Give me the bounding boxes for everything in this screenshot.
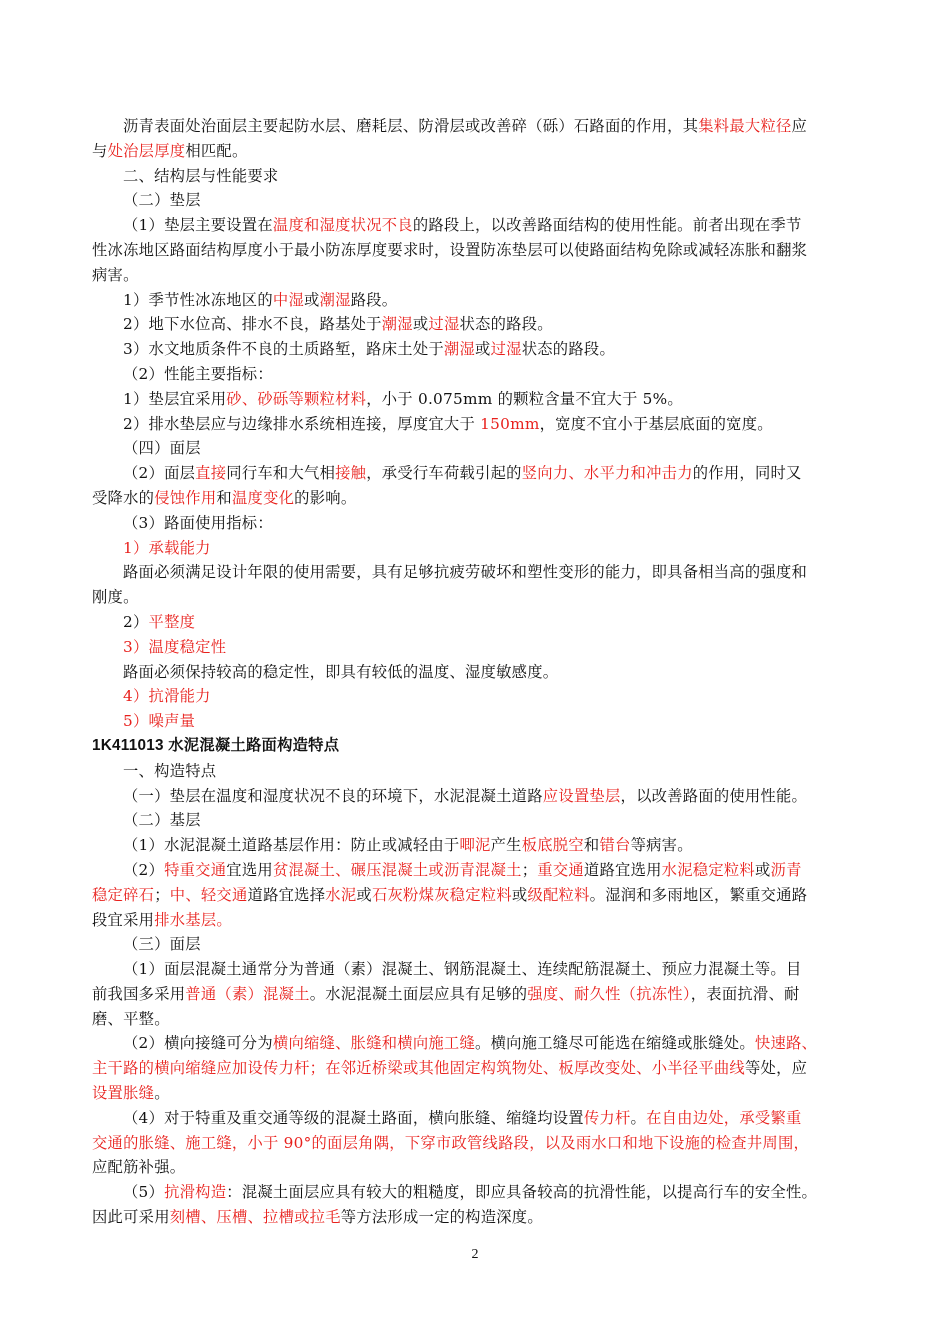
highlight-text: 4）抗滑能力 <box>123 687 211 706</box>
body-text: 或 <box>475 340 491 359</box>
body-text: 等病害。 <box>630 836 693 855</box>
body-text: 1）垫层宜采用 <box>123 389 227 408</box>
body-text: ； <box>154 885 170 904</box>
body-text: 二、结构层与性能要求 <box>123 166 279 185</box>
paragraph-line <box>92 238 862 263</box>
paragraph-line <box>92 784 862 809</box>
body-text: 的影响。 <box>294 488 357 507</box>
highlight-text: 1）承载能力 <box>123 538 211 557</box>
highlight-text: 应设置垫层 <box>542 786 621 805</box>
body-text: 道路宜选用 <box>583 860 662 879</box>
highlight-text: 稳定碎石 <box>92 885 155 904</box>
body-text: 2） <box>123 612 149 631</box>
body-text: 一、构造特点 <box>123 761 217 780</box>
body-text: （1）垫层主要设置在 <box>123 216 273 235</box>
subsection-heading <box>92 362 862 387</box>
body-text: （2）性能主要指标： <box>123 364 273 383</box>
highlight-text: 处治层厚度 <box>107 141 186 160</box>
body-text: 。 <box>154 1084 170 1103</box>
body-text: 2）地下水位高、排水不良，路基处于 <box>123 315 382 334</box>
body-text: ，宽度不宜小于基层底面的宽度。 <box>539 414 773 433</box>
body-text: 或 <box>304 290 320 309</box>
body-text: 性冰冻地区路面结构厚度小于最小防冻厚度要求时，设置防冻垫层可以使路面结构免除或减轻冻胀和翻浆 <box>92 240 808 259</box>
body-text: 路面必须保持较高的稳定性，即具有较低的温度、湿度敏感度。 <box>123 662 559 681</box>
body-text: 状态的路段。 <box>459 315 553 334</box>
body-text: 刚度。 <box>92 588 139 607</box>
subsection-heading <box>92 808 862 833</box>
highlight-text: 强度、耐久性（抗冻性） <box>527 984 691 1003</box>
highlight-text: 特重交通 <box>164 860 227 879</box>
paragraph-line <box>92 1155 862 1180</box>
highlight-text: 温度变化 <box>231 488 295 507</box>
highlight-text: 抗滑构造 <box>164 1183 227 1202</box>
body-text: 应 <box>791 117 808 135</box>
highlight-text: 平整度 <box>148 612 196 631</box>
body-text: 应配筋补强。 <box>92 1158 186 1177</box>
body-text: 状态的路段。 <box>521 340 615 359</box>
paragraph-line <box>92 660 862 685</box>
body-text: 或 <box>356 885 372 904</box>
body-text: （1）面层混凝土通常分为普通（素）混凝土、钢筋混凝土、连续配筋混凝土、预应力混凝土等。目 <box>123 960 802 979</box>
highlight-text: 水泥稳定粒料 <box>661 860 755 879</box>
paragraph-line <box>92 263 862 288</box>
body-text: 因此可采用 <box>92 1208 170 1227</box>
highlight-text: 刻槽、压槽、拉槽或拉毛 <box>169 1208 341 1227</box>
body-text: 路段。 <box>350 290 398 309</box>
paragraph-line <box>92 114 862 139</box>
body-text: 。水泥混凝土面层应具有足够的 <box>309 984 528 1003</box>
list-item <box>92 709 862 734</box>
chapter-heading <box>92 734 862 759</box>
list-item <box>92 412 862 437</box>
body-text: 等方法形成一定的构造深度。 <box>340 1208 543 1227</box>
paragraph-line <box>92 585 862 610</box>
body-text: ，以改善路面的使用性能。 <box>620 786 808 805</box>
body-text: （2）面层 <box>123 464 196 483</box>
body-text: （2）横向接缝可分为 <box>123 1034 273 1053</box>
highlight-text: 中湿 <box>272 290 305 309</box>
highlight-text: 贫混凝土、碾压混凝土或沥青混凝土 <box>272 860 522 879</box>
body-text: 道路宜选择 <box>247 885 326 904</box>
page-number: 2 <box>471 1247 479 1262</box>
paragraph-line <box>92 139 862 164</box>
highlight-text: 横向缩缝、胀缝和横向施工缝 <box>272 1034 476 1053</box>
body-text: （2） <box>123 860 165 879</box>
highlight-text: 排水基层。 <box>154 910 232 929</box>
subsection-heading <box>92 436 862 461</box>
body-text: （二）基层 <box>123 811 201 830</box>
highlight-text: 5）噪声量 <box>123 712 196 731</box>
body-text: 3）水文地质条件不良的土质路堑，路床土处于 <box>123 340 444 359</box>
body-text: （1）水泥混凝土道路基层作用：防止或减轻由于 <box>123 836 460 855</box>
body-text: 段宜采用 <box>92 910 155 929</box>
highlight-text: 错台 <box>599 836 631 855</box>
highlight-text: 集料最大粒径 <box>698 117 792 135</box>
list-item <box>92 312 862 337</box>
body-text: ，承受行车荷载引起的 <box>366 464 522 483</box>
section-heading <box>92 759 862 784</box>
paragraph-line <box>92 213 862 238</box>
paragraph-line <box>92 1131 862 1156</box>
body-text: 。 <box>630 1108 647 1127</box>
body-text: 沥青表面处治面层主要起防水层、磨耗层、防滑层或改善碎（砾）石路面的作用，其 <box>123 117 699 135</box>
highlight-text: 石灰粉煤灰稳定粒料 <box>371 885 512 904</box>
body-text: （三）面层 <box>123 935 201 954</box>
highlight-text: 竖向力、水平力和冲击力 <box>521 464 693 483</box>
paragraph-line <box>92 1106 862 1131</box>
list-item <box>92 610 862 635</box>
body-text: （5） <box>123 1183 165 1202</box>
body-text: 或 <box>511 885 528 904</box>
body-text: 2）排水垫层应与边缘排水系统相连接，厚度宜大于 <box>123 414 481 433</box>
list-item <box>92 288 862 313</box>
body-text: 和 <box>583 836 600 855</box>
paragraph-line <box>92 833 862 858</box>
highlight-text: 直接 <box>195 464 227 483</box>
body-text: 1K411013 水泥混凝土路面构造特点 <box>92 736 340 754</box>
body-text: ，表面抗滑、耐 <box>690 984 800 1003</box>
highlight-text: 普通（素）混凝土 <box>185 984 310 1003</box>
body-text: 前我国多采用 <box>92 984 186 1003</box>
body-text: 病害。 <box>92 265 139 284</box>
highlight-text: 级配粒料 <box>527 885 590 904</box>
paragraph-line <box>92 883 862 908</box>
body-text: 或 <box>754 860 771 879</box>
document-body <box>92 114 862 1230</box>
highlight-text: 板底脱空 <box>521 836 584 855</box>
body-text: （一）垫层在温度和湿度状况不良的环境下，水泥混凝土道路 <box>123 786 543 805</box>
paragraph-line <box>92 461 862 486</box>
body-text: 受降水的 <box>92 488 155 507</box>
list-item <box>92 536 862 561</box>
paragraph-line <box>92 908 862 933</box>
highlight-text: 侵蚀作用 <box>154 488 217 507</box>
highlight-text: 在自由边处，承受繁重 <box>646 1108 802 1127</box>
highlight-text: 潮湿 <box>443 340 476 359</box>
paragraph-line <box>92 1007 862 1032</box>
body-text: 宜选用 <box>226 860 273 879</box>
section-heading <box>92 164 862 189</box>
highlight-text: 交通的胀缝、施工缝，小于 90°的面层角隅，下穿市政管线路段，以及雨水口和地下设施的检查井周围， <box>92 1133 810 1152</box>
paragraph-line <box>92 1205 862 1230</box>
highlight-text: 沥青 <box>770 860 802 879</box>
body-text: ，小于 0.075mm 的颗粒含量不宜大于 5%。 <box>366 389 683 408</box>
highlight-text: 砂、砂砾等颗粒材料 <box>226 389 367 408</box>
body-text: 。横向施工缝尽可能选在缩缝或胀缝处。 <box>475 1034 755 1053</box>
paragraph-line <box>92 1031 862 1056</box>
highlight-text: 温度和湿度状况不良 <box>272 216 413 235</box>
body-text: 和 <box>216 488 232 507</box>
highlight-text: 潮湿 <box>381 315 413 334</box>
body-text: 相匹配。 <box>185 141 248 160</box>
body-text: 或 <box>412 315 429 334</box>
body-text: （4）对于特重及重交通等级的混凝土路面，横向胀缝、缩缝均设置 <box>123 1108 584 1127</box>
paragraph-line <box>92 957 862 982</box>
body-text: ； <box>521 860 538 879</box>
body-text: 产生 <box>490 836 522 855</box>
highlight-text: 设置胀缝 <box>92 1084 155 1103</box>
paragraph-line <box>92 1081 862 1106</box>
body-text: 磨、平整。 <box>92 1009 170 1028</box>
paragraph-line <box>92 486 862 511</box>
body-text: 。湿润和多雨地区，繁重交通路 <box>589 885 808 904</box>
highlight-text: 150mm <box>480 414 540 433</box>
highlight-text: 水泥 <box>325 885 357 904</box>
body-text: （3）路面使用指标： <box>123 513 273 532</box>
body-text: 1）季节性冰冻地区的 <box>123 290 273 309</box>
highlight-text: 唧泥 <box>459 836 491 855</box>
list-item <box>92 635 862 660</box>
body-text: 的作用，同时又 <box>692 464 802 483</box>
highlight-text: 快速路、 <box>754 1034 818 1053</box>
highlight-text: 重交通 <box>537 860 584 879</box>
highlight-text: 接触 <box>335 464 367 483</box>
body-text: 与 <box>92 141 108 160</box>
paragraph-line <box>92 982 862 1007</box>
body-text: 同行车和大气相 <box>226 464 336 483</box>
highlight-text: 3）温度稳定性 <box>123 637 227 656</box>
list-item <box>92 337 862 362</box>
body-text: （四）面层 <box>123 439 201 458</box>
highlight-text: 潮湿 <box>319 290 351 309</box>
subsection-heading <box>92 932 862 957</box>
highlight-text: 过湿 <box>490 340 522 359</box>
highlight-text: 传力杆 <box>583 1108 631 1127</box>
paragraph-line <box>92 858 862 883</box>
subsection-heading <box>92 188 862 213</box>
body-text: 路面必须满足设计年限的使用需要，具有足够抗疲劳破坏和塑性变形的能力，即具备相当高的强度和 <box>123 563 808 582</box>
highlight-text: 主干路的横向缩缝应加设传力杆；在邻近桥梁或其他固定构筑物处、板厚改变处、小半径平曲线 <box>92 1059 745 1078</box>
subsection-heading <box>92 511 862 536</box>
body-text: 等处，应 <box>744 1059 808 1078</box>
highlight-text: 过湿 <box>428 315 460 334</box>
paragraph-line <box>92 1056 862 1081</box>
body-text: ：混凝土面层应具有较大的粗糙度，即应具备较高的抗滑性能，以提高行车的安全性。 <box>226 1183 818 1202</box>
body-text: （二）垫层 <box>123 191 201 210</box>
paragraph-line <box>92 560 862 585</box>
highlight-text: 中、轻交通 <box>169 885 248 904</box>
body-text: 的路段上，以改善路面结构的使用性能。前者出现在季节 <box>412 216 802 235</box>
list-item <box>92 387 862 412</box>
list-item <box>92 684 862 709</box>
paragraph-line <box>92 1180 862 1205</box>
